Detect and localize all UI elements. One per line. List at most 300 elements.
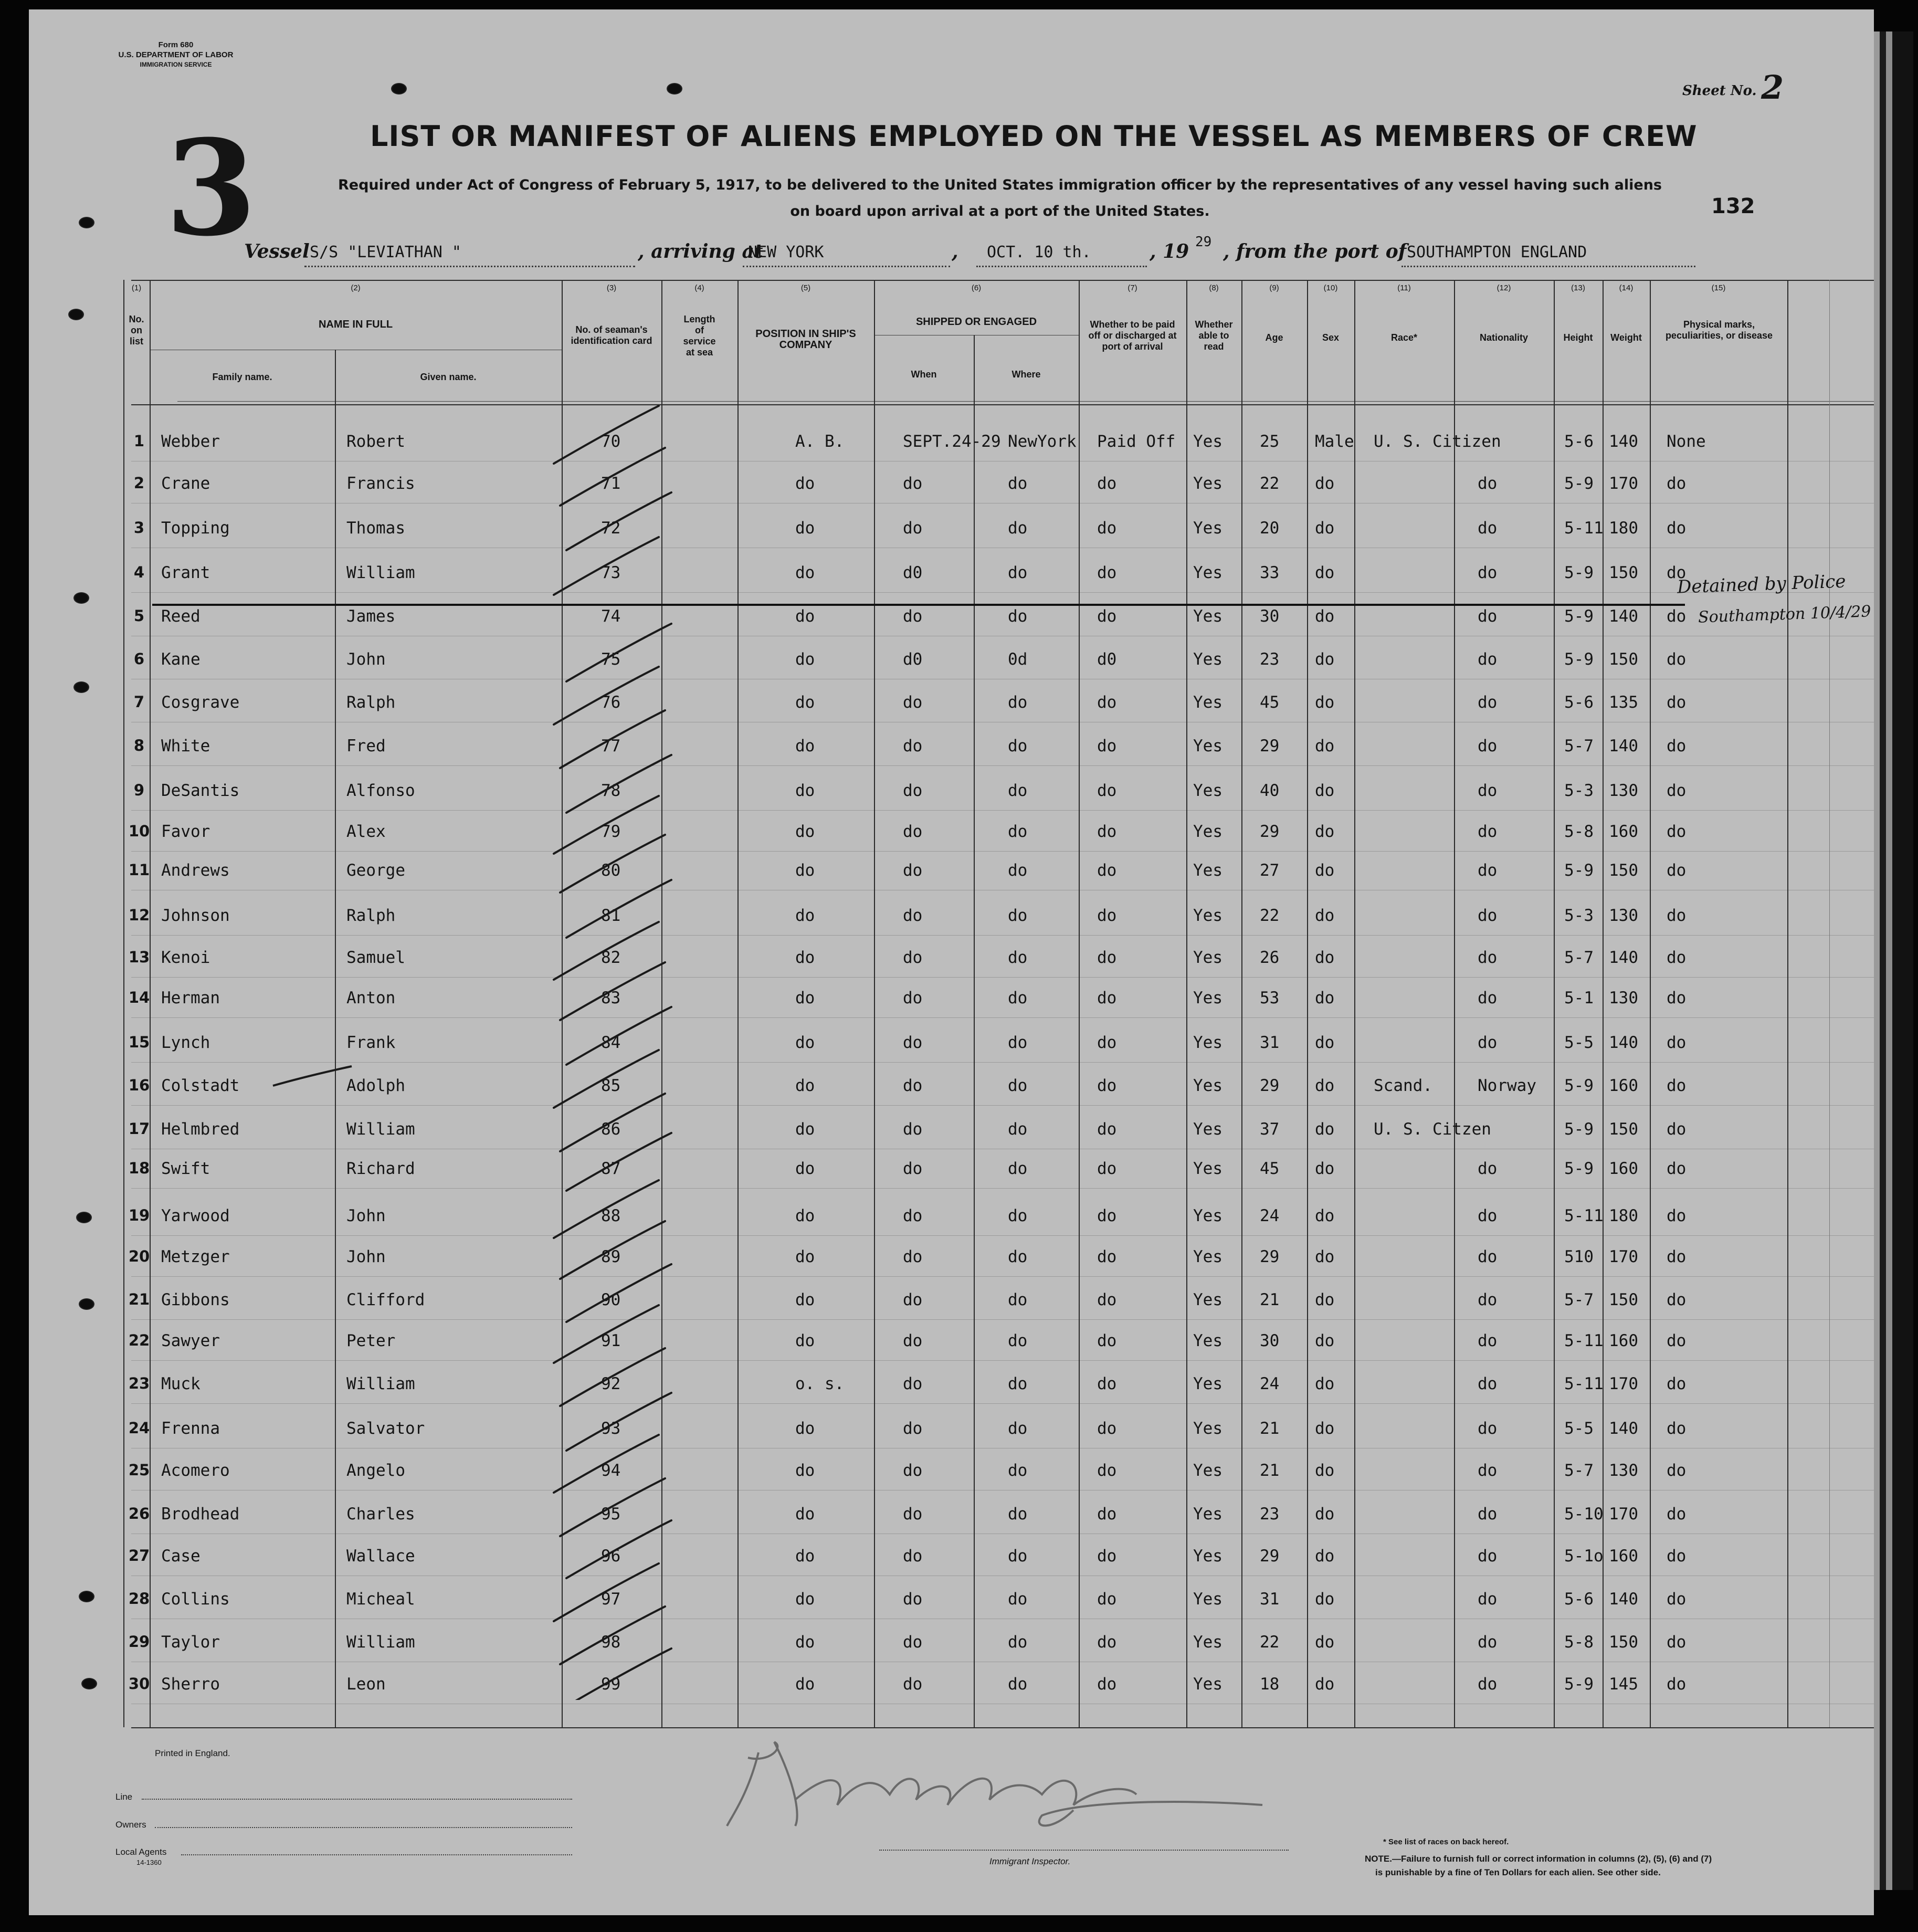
sex: do	[1315, 1461, 1335, 1480]
col-rule	[1787, 280, 1788, 1727]
row-number: 24	[128, 1419, 150, 1437]
row-number: 9	[133, 781, 145, 799]
able-to-read: Yes	[1193, 1247, 1223, 1266]
departure-port: SOUTHAMPTON ENGLAND	[1407, 243, 1587, 261]
weight: 140	[1609, 948, 1638, 967]
col-rule	[1354, 280, 1355, 1727]
check-mark-icon	[554, 922, 659, 980]
col-rule	[1829, 280, 1830, 1727]
punch-hole-icon	[73, 681, 89, 693]
sex: do	[1315, 519, 1335, 538]
col-num: (2)	[351, 284, 361, 292]
punch-hole-icon	[79, 217, 94, 228]
given-name: Charles	[346, 1505, 415, 1524]
row-number: 18	[128, 1159, 150, 1177]
row-rule	[131, 1062, 1874, 1063]
height: 5-11	[1564, 1374, 1604, 1393]
col-num: (12)	[1497, 284, 1511, 292]
seaman-card-no: 71	[601, 474, 621, 493]
col-able-to-read: Whether able to read	[1195, 319, 1233, 352]
row-rule	[131, 1276, 1874, 1277]
seaman-card-no: 82	[601, 948, 621, 967]
row-number: 27	[128, 1547, 150, 1564]
shipped-where: do	[1008, 737, 1028, 755]
seaman-card-no: 86	[601, 1120, 621, 1139]
physical-marks: do	[1667, 607, 1687, 626]
height: 5-9	[1564, 1120, 1594, 1139]
nationality: do	[1478, 737, 1498, 755]
row-number: 5	[133, 607, 145, 625]
height: 5-9	[1564, 607, 1594, 626]
shipped-where: do	[1008, 693, 1028, 712]
shipped-where: do	[1008, 1290, 1028, 1309]
shipped-where: do	[1008, 1076, 1028, 1095]
nationality: do	[1478, 861, 1498, 880]
physical-marks: do	[1667, 1331, 1687, 1350]
seaman-card-no: 87	[601, 1159, 621, 1178]
family-name: Acomero	[161, 1461, 230, 1480]
physical-marks: do	[1667, 948, 1687, 967]
inspector-signature	[716, 1737, 1273, 1836]
shipped-where: do	[1008, 519, 1028, 538]
paid-off: do	[1097, 563, 1117, 582]
given-name: James	[346, 607, 396, 626]
shipped-where: NewYork	[1008, 432, 1077, 451]
col-position: POSITION IN SHIP'S COMPANY	[755, 328, 856, 351]
weight: 130	[1609, 1461, 1638, 1480]
row-number: 17	[128, 1120, 150, 1138]
form-number: Form 680	[158, 40, 194, 49]
punch-hole-icon	[68, 309, 84, 320]
seaman-card-no: 90	[601, 1290, 621, 1309]
sex: do	[1315, 1419, 1335, 1438]
nationality: do	[1478, 1675, 1498, 1694]
shipped-where: do	[1008, 1374, 1028, 1393]
shipped-when: do	[903, 693, 923, 712]
sex: do	[1315, 1290, 1335, 1309]
shipped-when: do	[903, 1159, 923, 1178]
agents-code: 14-1360	[136, 1858, 162, 1866]
vessel-name-line	[304, 266, 635, 267]
given-name: Angelo	[346, 1461, 405, 1480]
weight: 145	[1609, 1675, 1638, 1694]
family-name: Swift	[161, 1159, 210, 1178]
given-name: Micheal	[346, 1590, 415, 1609]
col-where: Where	[1011, 369, 1041, 380]
physical-marks: do	[1667, 1159, 1687, 1178]
age: 22	[1260, 474, 1280, 493]
age: 22	[1260, 906, 1280, 925]
position: do	[795, 1675, 815, 1694]
form-identifier	[97, 40, 255, 70]
height: 5-11	[1564, 1206, 1604, 1225]
punch-hole-icon	[76, 1212, 92, 1223]
family-name: Reed	[161, 607, 201, 626]
shipped-where: do	[1008, 1206, 1028, 1225]
check-mark-icon	[554, 537, 659, 595]
shipped-when: do	[903, 1419, 923, 1438]
col-num: (9)	[1269, 284, 1279, 292]
paid-off: do	[1097, 1461, 1117, 1480]
shipped-when: do	[903, 1675, 923, 1694]
col-rule	[335, 350, 336, 1727]
physical-marks: None	[1667, 432, 1706, 451]
age: 25	[1260, 432, 1280, 451]
weight: 180	[1609, 519, 1638, 538]
height: 5-9	[1564, 861, 1594, 880]
able-to-read: Yes	[1193, 1159, 1223, 1178]
row-rule	[131, 851, 1874, 852]
given-name: Ralph	[346, 693, 396, 712]
col-num: (7)	[1127, 284, 1137, 292]
shipped-when: do	[903, 519, 923, 538]
col-shipped: SHIPPED OR ENGAGED	[915, 316, 1037, 328]
nationality: do	[1478, 519, 1498, 538]
shipped-where: do	[1008, 474, 1028, 493]
check-mark-icon	[560, 962, 665, 1020]
shipped-when: do	[903, 1374, 923, 1393]
col-rule	[1079, 280, 1080, 1727]
check-mark-icon	[566, 1393, 671, 1451]
family-name: Collins	[161, 1590, 230, 1609]
shipped-where: do	[1008, 781, 1028, 800]
position: do	[795, 1033, 815, 1052]
col-length-service: Length of service at sea	[683, 314, 716, 358]
age: 24	[1260, 1374, 1280, 1393]
able-to-read: Yes	[1193, 1633, 1223, 1652]
check-mark-icon	[566, 1007, 671, 1065]
age: 21	[1260, 1290, 1280, 1309]
document-title: LIST OR MANIFEST OF ALIENS EMPLOYED ON THE VESSEL AS MEMBERS OF CREW	[370, 120, 1698, 153]
owners-field	[155, 1827, 572, 1828]
year-suffix: 29	[1195, 234, 1212, 250]
position: do	[795, 737, 815, 755]
check-mark-icon	[554, 667, 659, 724]
row-number: 23	[128, 1374, 150, 1392]
seaman-card-no: 81	[601, 906, 621, 925]
check-mark-icon	[566, 1648, 671, 1700]
weight: 130	[1609, 781, 1638, 800]
punch-hole-icon	[391, 83, 407, 94]
requirement-line-2: on board upon arrival at a port of the United States.	[790, 203, 1210, 219]
paid-off: do	[1097, 1247, 1117, 1266]
col-num: (4)	[694, 284, 704, 292]
comma-separator: ,	[952, 240, 958, 262]
nationality: do	[1478, 474, 1498, 493]
position: do	[795, 607, 815, 626]
height: 5-9	[1564, 650, 1594, 669]
shipped-when: do	[903, 1633, 923, 1652]
row-rule	[131, 1188, 1874, 1189]
nationality: do	[1478, 1374, 1498, 1393]
race: U. S. Citzen	[1374, 1120, 1491, 1139]
height: 5-5	[1564, 1033, 1594, 1052]
weight: 140	[1609, 1590, 1638, 1609]
nationality: do	[1478, 1033, 1498, 1052]
paid-off: do	[1097, 1675, 1117, 1694]
physical-marks: do	[1667, 1505, 1687, 1524]
seaman-card-no: 70	[601, 432, 621, 451]
row-rule	[131, 592, 1874, 593]
pen-stroke-mark	[270, 1062, 354, 1094]
paid-off: do	[1097, 948, 1117, 967]
check-marks	[528, 398, 685, 1700]
height: 5-9	[1564, 1159, 1594, 1178]
able-to-read: Yes	[1193, 1590, 1223, 1609]
shipped-when: do	[903, 737, 923, 755]
given-name: Thomas	[346, 519, 405, 538]
check-mark-icon	[566, 624, 671, 681]
punch-hole-icon	[79, 1298, 94, 1310]
seaman-card-no: 94	[601, 1461, 621, 1480]
age: 21	[1260, 1419, 1280, 1438]
sex: do	[1315, 1076, 1335, 1095]
position: do	[795, 474, 815, 493]
row-rule	[131, 935, 1874, 936]
sex: do	[1315, 1331, 1335, 1350]
col-rule	[737, 280, 739, 1727]
physical-marks: do	[1667, 1247, 1687, 1266]
physical-marks: do	[1667, 1547, 1687, 1566]
age: 23	[1260, 1505, 1280, 1524]
nationality: do	[1478, 563, 1498, 582]
shipped-when: SEPT.24-29	[903, 432, 1001, 451]
age: 40	[1260, 781, 1280, 800]
able-to-read: Yes	[1193, 1120, 1223, 1139]
manifest-sheet	[29, 9, 1874, 1915]
weight: 150	[1609, 563, 1638, 582]
position: do	[795, 906, 815, 925]
paid-off: do	[1097, 822, 1117, 841]
check-mark-icon	[560, 1606, 665, 1664]
family-name: Gibbons	[161, 1290, 230, 1309]
able-to-read: Yes	[1193, 1505, 1223, 1524]
nationality: do	[1478, 1331, 1498, 1350]
nationality: do	[1478, 1247, 1498, 1266]
height: 5-9	[1564, 474, 1594, 493]
nationality: do	[1478, 693, 1498, 712]
position: do	[795, 1633, 815, 1652]
age: 31	[1260, 1033, 1280, 1052]
physical-marks: do	[1667, 906, 1687, 925]
able-to-read: Yes	[1193, 693, 1223, 712]
col-paid-off: Whether to be paid off or discharged at port of arrival	[1088, 319, 1177, 352]
given-name: Frank	[346, 1033, 396, 1052]
col-rule	[874, 280, 875, 1727]
check-mark-icon	[566, 880, 671, 938]
col-rule	[1650, 280, 1651, 1727]
physical-marks: do	[1667, 737, 1687, 755]
family-name: Sawyer	[161, 1331, 220, 1350]
age: 30	[1260, 607, 1280, 626]
check-mark-icon	[560, 1348, 665, 1406]
height: 5-3	[1564, 906, 1594, 925]
physical-marks: do	[1667, 781, 1687, 800]
nationality: do	[1478, 1159, 1498, 1178]
physical-marks: do	[1667, 563, 1687, 582]
weight: 130	[1609, 906, 1638, 925]
height: 5-6	[1564, 693, 1594, 712]
position: do	[795, 1505, 815, 1524]
given-name: Francis	[346, 474, 415, 493]
position: do	[795, 1590, 815, 1609]
sex: do	[1315, 861, 1335, 880]
check-mark-icon	[560, 835, 665, 892]
col-race: Race*	[1390, 332, 1418, 343]
family-name: Andrews	[161, 861, 230, 880]
check-mark-icon	[560, 710, 665, 768]
col-rule	[1307, 280, 1308, 1727]
family-name: Frenna	[161, 1419, 220, 1438]
col-nationality: Nationality	[1479, 332, 1528, 343]
shipped-where: do	[1008, 1590, 1028, 1609]
row-number: 11	[128, 861, 150, 879]
paid-off: do	[1097, 1331, 1117, 1350]
shipped-where: do	[1008, 1033, 1028, 1052]
given-name: George	[346, 861, 405, 880]
shipped-when: do	[903, 989, 923, 1007]
paid-off: do	[1097, 1419, 1117, 1438]
row-number: 15	[128, 1033, 150, 1051]
weight: 160	[1609, 1331, 1638, 1350]
family-name: Case	[161, 1547, 201, 1566]
col-rule	[1241, 280, 1242, 1727]
position: do	[795, 861, 815, 880]
shipped-where: do	[1008, 1120, 1028, 1139]
sheet-number: 2	[1761, 68, 1784, 107]
age: 26	[1260, 948, 1280, 967]
age: 29	[1260, 822, 1280, 841]
nationality: do	[1478, 906, 1498, 925]
family-name: DeSantis	[161, 781, 240, 800]
col-num: (11)	[1397, 284, 1411, 292]
penalty-note-line-1: NOTE.—Failure to furnish full or correct information in columns (2), (5), (6) and (7)	[1365, 1854, 1712, 1864]
given-name: John	[346, 1247, 386, 1266]
row-number: 19	[128, 1206, 150, 1224]
position: do	[795, 1547, 815, 1566]
position: A. B.	[795, 432, 845, 451]
shipped-where: 0d	[1008, 650, 1028, 669]
paid-off: do	[1097, 906, 1117, 925]
weight: 150	[1609, 861, 1638, 880]
given-name: John	[346, 1206, 386, 1225]
given-name: Richard	[346, 1159, 415, 1178]
from-port-label: , from the port of	[1223, 240, 1407, 262]
sex: do	[1315, 1590, 1335, 1609]
sheet-label: Sheet No.	[1682, 83, 1757, 99]
height: 5-10	[1564, 1505, 1604, 1524]
shipped-when: do	[903, 607, 923, 626]
nationality: do	[1478, 822, 1498, 841]
able-to-read: Yes	[1193, 607, 1223, 626]
col-age: Age	[1265, 332, 1283, 343]
sex: do	[1315, 1633, 1335, 1652]
height: 5-11	[1564, 1331, 1604, 1350]
row-number: 4	[133, 563, 145, 581]
able-to-read: Yes	[1193, 563, 1223, 582]
sex: do	[1315, 693, 1335, 712]
family-name: Lynch	[161, 1033, 210, 1052]
height: 5-9	[1564, 1675, 1594, 1694]
given-name: Leon	[346, 1675, 386, 1694]
arrival-date: OCT. 10 th.	[987, 243, 1091, 261]
physical-marks: do	[1667, 1633, 1687, 1652]
row-number: 29	[128, 1633, 150, 1651]
paid-off: do	[1097, 781, 1117, 800]
age: 24	[1260, 1206, 1280, 1225]
position: do	[795, 1206, 815, 1225]
able-to-read: Yes	[1193, 1206, 1223, 1225]
requirement-text	[297, 172, 1703, 225]
able-to-read: Yes	[1193, 822, 1223, 841]
able-to-read: Yes	[1193, 1290, 1223, 1309]
owners-label: Owners	[115, 1820, 146, 1830]
row-number: 10	[128, 822, 150, 840]
given-name: Fred	[346, 737, 386, 755]
family-name: Webber	[161, 432, 220, 451]
penalty-note	[1365, 1852, 1712, 1880]
position: do	[795, 563, 815, 582]
height: 5-11	[1564, 519, 1604, 538]
given-name: Salvator	[346, 1419, 425, 1438]
height: 5-5	[1564, 1419, 1594, 1438]
shipped-when: do	[903, 1290, 923, 1309]
able-to-read: Yes	[1193, 519, 1223, 538]
seaman-card-no: 89	[601, 1247, 621, 1266]
given-name: Robert	[346, 432, 405, 451]
shipped-where: do	[1008, 1247, 1028, 1266]
able-to-read: Yes	[1193, 1076, 1223, 1095]
physical-marks: do	[1667, 693, 1687, 712]
immigrant-inspector-label: Immigrant Inspector.	[989, 1856, 1071, 1866]
physical-marks: do	[1667, 1120, 1687, 1139]
height: 5-7	[1564, 948, 1594, 967]
row-number: 2	[133, 474, 145, 492]
physical-marks: do	[1667, 1033, 1687, 1052]
form-service: IMMIGRATION SERVICE	[140, 61, 212, 68]
given-name: Peter	[346, 1331, 396, 1350]
able-to-read: Yes	[1193, 1419, 1223, 1438]
position: o. s.	[795, 1374, 845, 1393]
position: do	[795, 1159, 815, 1178]
given-name: William	[346, 1633, 415, 1652]
height: 5-3	[1564, 781, 1594, 800]
col-num: (3)	[606, 284, 617, 292]
given-name: Alfonso	[346, 781, 415, 800]
weight: 150	[1609, 650, 1638, 669]
page-number: 132	[1711, 194, 1755, 218]
race: Scand.	[1374, 1076, 1432, 1095]
weight: 160	[1609, 1547, 1638, 1566]
shipped-where: do	[1008, 906, 1028, 925]
col-rule	[1554, 280, 1555, 1727]
shipped-when: do	[903, 1033, 923, 1052]
weight: 180	[1609, 1206, 1638, 1225]
sex: do	[1315, 989, 1335, 1007]
able-to-read: Yes	[1193, 948, 1223, 967]
physical-marks: do	[1667, 474, 1687, 493]
col-name-in-full: NAME IN FULL	[318, 319, 393, 330]
subheader-rule	[177, 401, 1874, 402]
height: 510	[1564, 1247, 1594, 1266]
given-name: Samuel	[346, 948, 405, 967]
weight: 130	[1609, 989, 1638, 1007]
row-number: 22	[128, 1331, 150, 1349]
col-num: (14)	[1619, 284, 1634, 292]
local-agents-field	[181, 1854, 572, 1855]
height: 5-6	[1564, 1590, 1594, 1609]
shipped-where: do	[1008, 1331, 1028, 1350]
